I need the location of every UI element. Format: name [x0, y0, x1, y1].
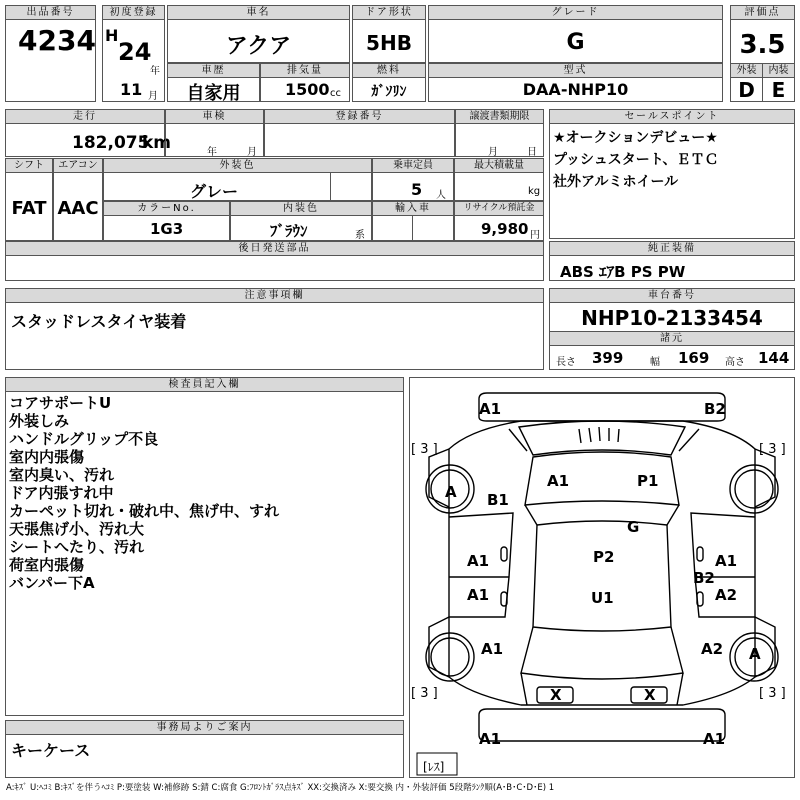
label-a2-quarter-right: A2	[701, 640, 724, 658]
inspector-note: バンパー下A	[9, 574, 95, 592]
recycle-header: リサイクル預託金	[454, 201, 544, 216]
lot-no: 4234	[18, 24, 96, 57]
height-label: 高さ	[725, 357, 745, 368]
inspector-note: 天張焦げ小、汚れ大	[9, 520, 145, 538]
int-color: ﾌﾞﾗｳﾝ	[270, 222, 308, 240]
aircon: AAC	[57, 198, 99, 219]
label-a1-door-left-rear: A1	[467, 586, 490, 604]
recycle-fee: 9,980	[481, 220, 529, 238]
inspector-note: シートへたり、汚れ	[9, 538, 145, 556]
displacement-unit: cc	[330, 88, 341, 99]
capacity-unit: 人	[436, 190, 446, 201]
import-header: 輸入車	[372, 201, 454, 216]
label-x-lamp-left: X	[550, 686, 562, 704]
year-unit: 年	[150, 66, 160, 77]
inspector-note: 荷室内張傷	[9, 556, 85, 574]
label-p2-roof: P2	[593, 548, 615, 566]
reg-no-header: 登録番号	[264, 109, 455, 124]
mileage: 182,075	[72, 133, 150, 153]
door-header: ドア形状	[352, 5, 426, 20]
chassis-header: 車台番号	[549, 288, 795, 303]
label-a1-hood: A1	[547, 472, 570, 490]
label-b2-front-right: B2	[704, 400, 726, 418]
color-no-header: カラーNo.	[103, 201, 230, 216]
specs-header: 諸元	[549, 331, 795, 346]
tread-rear-right: [ 3 ]	[759, 686, 786, 701]
label-a1-door-left-front: A1	[467, 552, 490, 570]
inspector-note: ドア内張すれ中	[9, 484, 114, 502]
damage-legend: A:ｷｽﾞ U:ﾍｺﾐ B:ｷｽﾞを伴うﾍｺﾐ P:要塗装 W:補修跡 S:錆 C:腐食 G:ﾌﾛﾝﾄｶﾞﾗｽ点ｷｽﾞ XX:交換済み X:要交換 内・外装評価 5段階ﾗﾝｸ順(A･B･C･D･E) 1	[6, 783, 555, 793]
model-header: 型式	[428, 63, 723, 78]
sales-point: プッシュスタート、ＥＴＣ	[553, 152, 719, 168]
history: 自家用	[186, 83, 241, 104]
inspector-note: 室内臭い、汚れ	[9, 466, 115, 484]
fuel: ｶﾞｿﾘﾝ	[371, 84, 407, 100]
lot-no-header: 出品番号	[5, 5, 96, 20]
car-name-header: 車名	[167, 5, 350, 20]
history-header: 車歴	[167, 63, 260, 78]
genuine-equip-header: 純正装備	[549, 241, 795, 256]
color-no: 1G3	[150, 220, 184, 238]
ext-color: グレー	[190, 182, 239, 201]
sales-points-list	[553, 127, 718, 193]
fuel-header: 燃料	[352, 63, 426, 78]
sales-points-header: セールスポイント	[549, 109, 795, 124]
grade-header: グレード	[428, 5, 723, 20]
height-value: 144	[758, 349, 790, 367]
length-value: 399	[592, 349, 624, 367]
capacity-header: 乗車定員	[372, 158, 454, 173]
exterior-header: 外装	[730, 63, 763, 78]
label-u1-roof: U1	[591, 589, 614, 607]
year: 24	[118, 38, 152, 66]
int-color-header: 内装色	[230, 201, 372, 216]
inspection-month-unit: 月	[247, 147, 257, 158]
chassis-no: NHP10-2133454	[581, 306, 763, 330]
office-header: 事務局よりご案内	[5, 720, 404, 735]
label-g-windshield: G	[627, 518, 640, 536]
genuine-equip: ABS ｴｱB PS PW	[560, 263, 686, 281]
exterior-grade: D	[738, 78, 755, 102]
label-a1-rear-left: A1	[479, 730, 502, 748]
label-a1-rear-right: A1	[703, 730, 726, 748]
tread-front-right: [ 3 ]	[759, 442, 786, 457]
max-load-header: 最大積載量	[454, 158, 544, 173]
label-a2-door-right-rear: A2	[715, 586, 738, 604]
notes-header: 注意事項欄	[5, 288, 544, 303]
interior-header: 内装	[762, 63, 795, 78]
width-value: 169	[678, 349, 710, 367]
inspector-note: 室内内張傷	[9, 448, 85, 466]
length-label: 長さ	[556, 357, 576, 368]
notes: スタッドレスタイヤ装着	[11, 312, 187, 331]
car-damage-diagram	[409, 377, 795, 778]
inspector-note: 外装しみ	[9, 412, 70, 430]
label-x-lamp-right: X	[644, 686, 656, 704]
ext-color-header: 外装色	[103, 158, 372, 173]
mileage-unit: km	[142, 133, 172, 153]
month-unit: 月	[148, 91, 158, 102]
mileage-header: 走行	[5, 109, 165, 124]
transfer-header: 譲渡書類期限	[455, 109, 544, 124]
inspector-notes	[9, 394, 279, 592]
grade: G	[566, 30, 585, 55]
label-b2-door-right: B2	[693, 569, 715, 587]
int-color-unit: 系	[355, 230, 365, 241]
inspection-year-unit: 年	[207, 147, 217, 158]
rating-header: 評価点	[730, 5, 795, 20]
label-a1-front-left: A1	[479, 400, 502, 418]
label-a1-door-right-front: A1	[715, 552, 738, 570]
load-unit: kg	[528, 186, 541, 197]
shift: FAT	[11, 198, 47, 219]
width-label: 幅	[650, 357, 660, 368]
inspector-note: ハンドルグリップ不良	[9, 430, 159, 448]
shift-header: シフト	[5, 158, 53, 173]
label-a1-quarter-left: A1	[481, 640, 504, 658]
sales-point: 社外アルミホイール	[553, 174, 679, 190]
spare-tire-status: [ﾚｽ]	[423, 760, 445, 774]
label-wheel-front-left: A	[445, 483, 457, 501]
label-wheel-rear-right: A	[749, 645, 761, 663]
tread-rear-left: [ 3 ]	[411, 686, 438, 701]
later-parts-header: 後日発送部品	[5, 241, 544, 256]
interior-grade: E	[771, 78, 786, 102]
era: H	[105, 26, 119, 45]
rating: 3.5	[739, 30, 786, 60]
month: 11	[120, 80, 143, 99]
recycle-unit: 円	[530, 230, 540, 241]
label-b1-fender: B1	[487, 491, 509, 509]
transfer-day-unit: 日	[527, 147, 537, 158]
transfer-month-unit: 月	[488, 147, 498, 158]
inspection-header: 車検	[165, 109, 264, 124]
car-name: アクア	[225, 34, 292, 59]
label-p1-hood: P1	[637, 472, 659, 490]
inspector-note: コアサポートU	[9, 394, 112, 412]
aircon-header: エアコン	[53, 158, 103, 173]
capacity: 5	[411, 180, 423, 199]
displacement: 1500	[285, 80, 330, 99]
door-type: 5HB	[366, 31, 412, 55]
office-info: キーケース	[11, 741, 91, 760]
model-code: DAA-NHP10	[522, 80, 629, 99]
displacement-header: 排気量	[260, 63, 350, 78]
inspector-header: 検査員記入欄	[5, 377, 404, 392]
tread-front-left: [ 3 ]	[411, 442, 438, 457]
inspector-note: カーペット切れ・破れ中、焦げ中、すれ	[9, 502, 280, 520]
first-reg-header: 初度登録	[102, 5, 165, 20]
sales-point: ★オークションデビュー★	[553, 130, 718, 146]
